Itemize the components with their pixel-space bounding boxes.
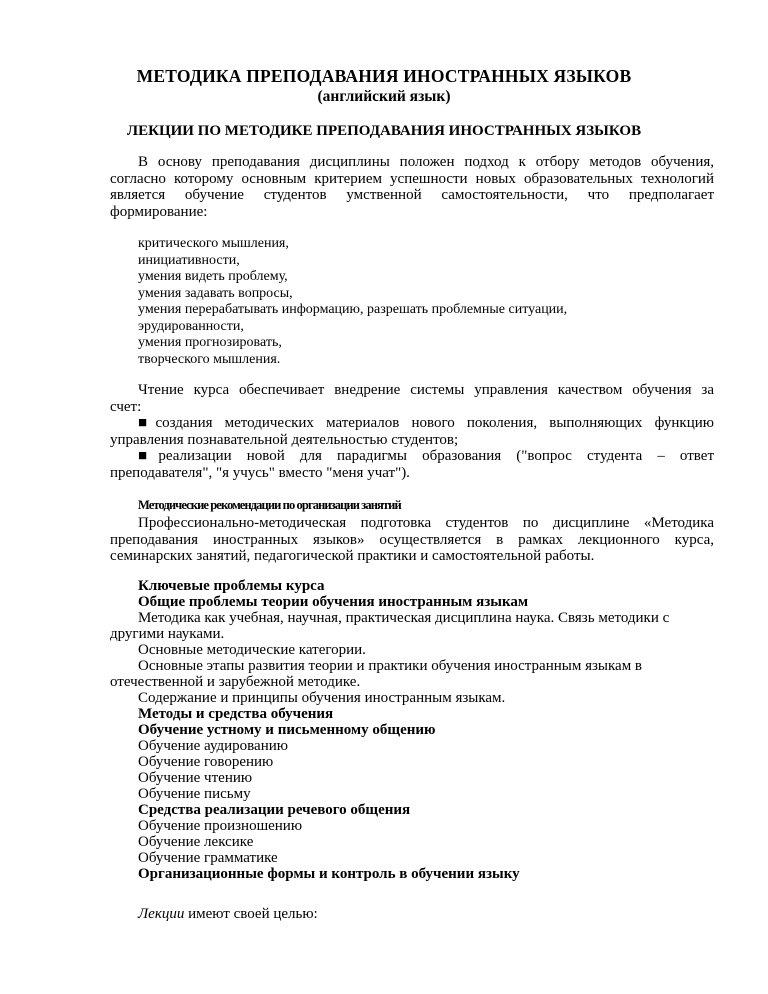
method-line: Профессионально-методическая подготовка студентов по дисциплине «Методика xyxy=(138,515,714,531)
list-item: критического мышления, xyxy=(138,236,289,251)
course-paragraph xyxy=(110,382,714,481)
key-topic-heading: Средства реализации речевого общения xyxy=(138,802,411,818)
course-line: ■создания методических материалов нового поколения, выполняющих функцию xyxy=(138,415,714,431)
intro-line: согласно которому основным критерием успешности новых образовательных технологий xyxy=(110,170,714,187)
method-paragraph xyxy=(110,515,714,565)
method-line: семинарских занятий, педагогической практики и самостоятельной работы. xyxy=(110,548,595,564)
method-heading: Методические рекомендации по организации занятий xyxy=(138,498,401,512)
section-heading: ЛЕКЦИИ ПО МЕТОДИКЕ ПРЕПОДАВАНИЯ ИНОСТРАННЫХ ЯЗЫКОВ xyxy=(126,123,642,139)
key-topic-item: Обучение письму xyxy=(138,786,251,802)
intro-paragraph xyxy=(110,154,714,220)
key-topic-heading: Организационные формы и контроль в обучении языку xyxy=(138,866,520,882)
key-topic-item: Обучение лексике xyxy=(138,834,254,850)
course-line: счет: xyxy=(110,398,142,415)
key-topic-item: Методика как учебная, научная, практическая дисциплина наука. Связь методики с xyxy=(138,610,670,626)
key-topic-item: Обучение грамматике xyxy=(138,850,278,866)
key-topic-heading: Методы и средства обучения xyxy=(138,706,334,722)
list-item: эрудированности, xyxy=(138,318,244,334)
key-problems-list xyxy=(110,578,714,882)
skills-list xyxy=(138,236,698,368)
course-line: Чтение курса обеспечивает внедрение системы управления качеством обучения за xyxy=(138,382,714,398)
key-topic-item: Основные методические категории. xyxy=(138,642,366,658)
list-item: творческого мышления. xyxy=(138,351,281,367)
lectures-line xyxy=(138,906,318,923)
key-topic-item: отечественной и зарубежной методике. xyxy=(110,674,361,690)
key-topic-heading: Обучение устному и письменному общению xyxy=(138,722,436,738)
intro-line: В основу преподавания дисциплины положен подход к отбору методов обучения, xyxy=(138,154,714,170)
list-item: умения перерабатывать информацию, разрешать проблемные ситуации, xyxy=(138,302,568,317)
list-item: инициативности, xyxy=(138,252,240,268)
key-topic-item: Обучение произношению xyxy=(138,818,303,834)
intro-line: является обучение студентов умственной самостоятельности, что предполагает xyxy=(110,187,714,203)
key-topic-item: Содержание и принципы обучения иностранным языкам. xyxy=(138,690,506,706)
method-line: преподавания иностранных языков» осуществляется в рамках лекционного курса, xyxy=(110,531,714,548)
list-item: умения видеть проблему, xyxy=(138,269,288,284)
course-line: преподавателя", "я учусь" вместо "меня учат"). xyxy=(110,464,410,481)
list-item: умения задавать вопросы, xyxy=(138,285,293,301)
lectures-italic: Лекции xyxy=(138,906,185,922)
list-item: умения прогнозировать, xyxy=(138,335,282,350)
key-topic-item: Основные этапы развития теории и практики обучения иностранным языкам в xyxy=(138,658,643,674)
intro-line: формирование: xyxy=(110,203,208,220)
course-line: ■реализации новой для парадигмы образования ("вопрос студента – ответ xyxy=(138,448,714,464)
lectures-rest: имеют своей целью: xyxy=(184,906,318,922)
course-line: управления познавательной деятельностью студентов; xyxy=(110,431,459,448)
document-title: МЕТОДИКА ПРЕПОДАВАНИЯ ИНОСТРАННЫХ ЯЗЫКОВ xyxy=(136,66,632,86)
key-topic-heading: Общие проблемы теории обучения иностранным языкам xyxy=(138,594,529,610)
key-topic-item: другими науками. xyxy=(110,626,225,642)
key-topic-heading: Ключевые проблемы курса xyxy=(138,578,325,594)
key-topic-item: Обучение аудированию xyxy=(138,738,288,754)
document-subtitle: (английский язык) xyxy=(317,88,451,105)
key-topic-item: Обучение говорению xyxy=(138,754,274,770)
key-topic-item: Обучение чтению xyxy=(138,770,253,786)
